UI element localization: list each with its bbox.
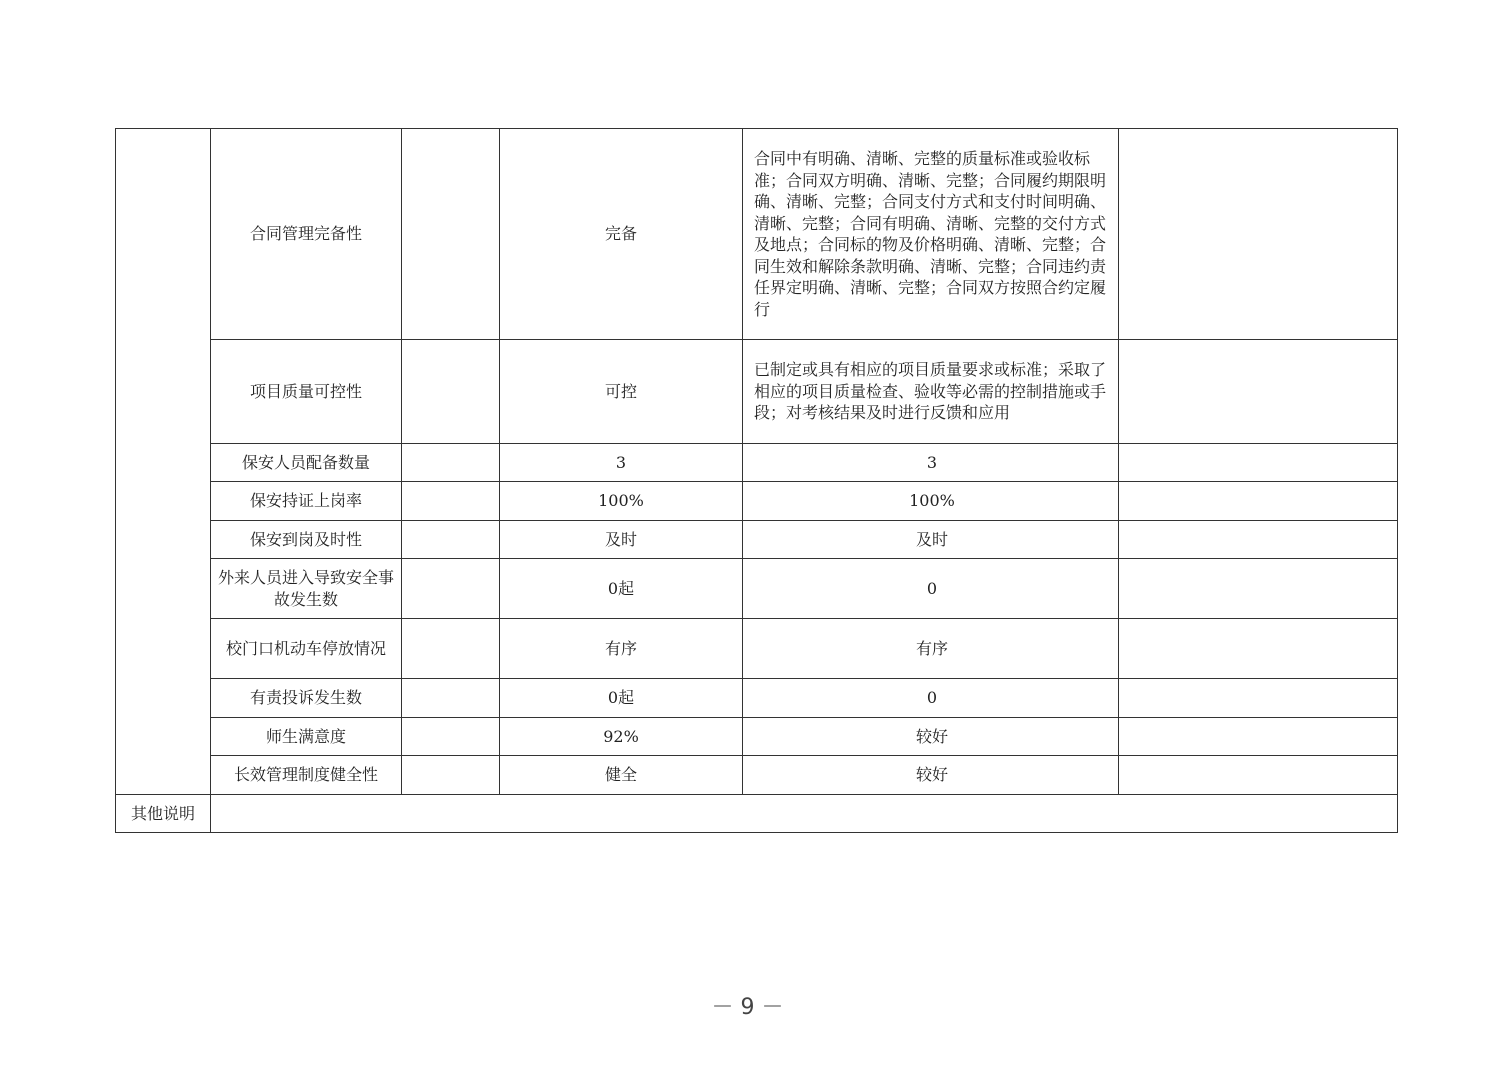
indicator-cell: 有责投诉发生数 (211, 679, 402, 718)
actual-cell: 较好 (743, 718, 1119, 756)
remarks-cell-empty (1119, 718, 1398, 756)
target-cell: 及时 (500, 521, 743, 559)
target-cell: 完备 (500, 129, 743, 340)
table-row (116, 619, 1398, 679)
remarks-cell-empty (1119, 340, 1398, 444)
target-cell: 有序 (500, 619, 743, 679)
weight-cell-empty (402, 718, 500, 756)
target-cell: 3 (500, 444, 743, 482)
target-cell: 0起 (500, 679, 743, 718)
other-notes-row (116, 795, 1398, 833)
table-row (116, 718, 1398, 756)
indicator-cell: 项目质量可控性 (211, 340, 402, 444)
actual-cell: 较好 (743, 756, 1119, 795)
page-number: － 9 － (711, 995, 784, 1020)
weight-cell-empty (402, 340, 500, 444)
table-row (116, 521, 1398, 559)
indicator-cell: 保安到岗及时性 (211, 521, 402, 559)
table-row (116, 340, 1398, 444)
remarks-cell-empty (1119, 756, 1398, 795)
indicator-cell: 保安人员配备数量 (211, 444, 402, 482)
category-cell-empty (116, 129, 211, 795)
weight-cell-empty (402, 679, 500, 718)
target-cell: 0起 (500, 559, 743, 619)
weight-cell-empty (402, 559, 500, 619)
remarks-cell-empty (1119, 619, 1398, 679)
table-row (116, 559, 1398, 619)
actual-cell: 已制定或具有相应的项目质量要求或标准；采取了相应的项目质量检查、验收等必需的控制措施或手段；对考核结果及时进行反馈和应用 (743, 340, 1119, 444)
remarks-cell-empty (1119, 521, 1398, 559)
indicator-cell: 校门口机动车停放情况 (211, 619, 402, 679)
table-row (116, 129, 1398, 340)
remarks-cell-empty (1119, 482, 1398, 521)
actual-cell: 0 (743, 679, 1119, 718)
weight-cell-empty (402, 482, 500, 521)
weight-cell-empty (402, 756, 500, 795)
actual-cell: 有序 (743, 619, 1119, 679)
other-notes-label: 其他说明 (116, 795, 211, 833)
table-row (116, 482, 1398, 521)
performance-table (115, 128, 1398, 833)
target-cell: 92% (500, 718, 743, 756)
remarks-cell-empty (1119, 679, 1398, 718)
indicator-cell: 外来人员进入导致安全事故发生数 (211, 559, 402, 619)
weight-cell-empty (402, 619, 500, 679)
target-cell: 健全 (500, 756, 743, 795)
table-row (116, 756, 1398, 795)
indicator-cell: 师生满意度 (211, 718, 402, 756)
weight-cell-empty (402, 521, 500, 559)
remarks-cell-empty (1119, 559, 1398, 619)
actual-cell: 合同中有明确、清晰、完整的质量标准或验收标准；合同双方明确、清晰、完整；合同履约期限明确、清晰、完整；合同支付方式和支付时间明确、清晰、完整；合同有明确、清晰、完整的交付方式及地点；合同标的物及价格明确、清晰、完整；合同生效和解除条款明确、清晰、完整；合同违约责任界定明确、清晰、完整；合同双方按照合约定履行 (743, 129, 1119, 340)
table-row (116, 444, 1398, 482)
table-row (116, 679, 1398, 718)
actual-cell: 3 (743, 444, 1119, 482)
indicator-cell: 合同管理完备性 (211, 129, 402, 340)
indicator-cell: 保安持证上岗率 (211, 482, 402, 521)
weight-cell-empty (402, 444, 500, 482)
actual-cell: 100% (743, 482, 1119, 521)
target-cell: 可控 (500, 340, 743, 444)
actual-cell: 及时 (743, 521, 1119, 559)
actual-cell: 0 (743, 559, 1119, 619)
other-notes-content-empty (211, 795, 1398, 833)
remarks-cell-empty (1119, 444, 1398, 482)
target-cell: 100% (500, 482, 743, 521)
weight-cell-empty (402, 129, 500, 340)
remarks-cell-empty (1119, 129, 1398, 340)
indicator-cell: 长效管理制度健全性 (211, 756, 402, 795)
